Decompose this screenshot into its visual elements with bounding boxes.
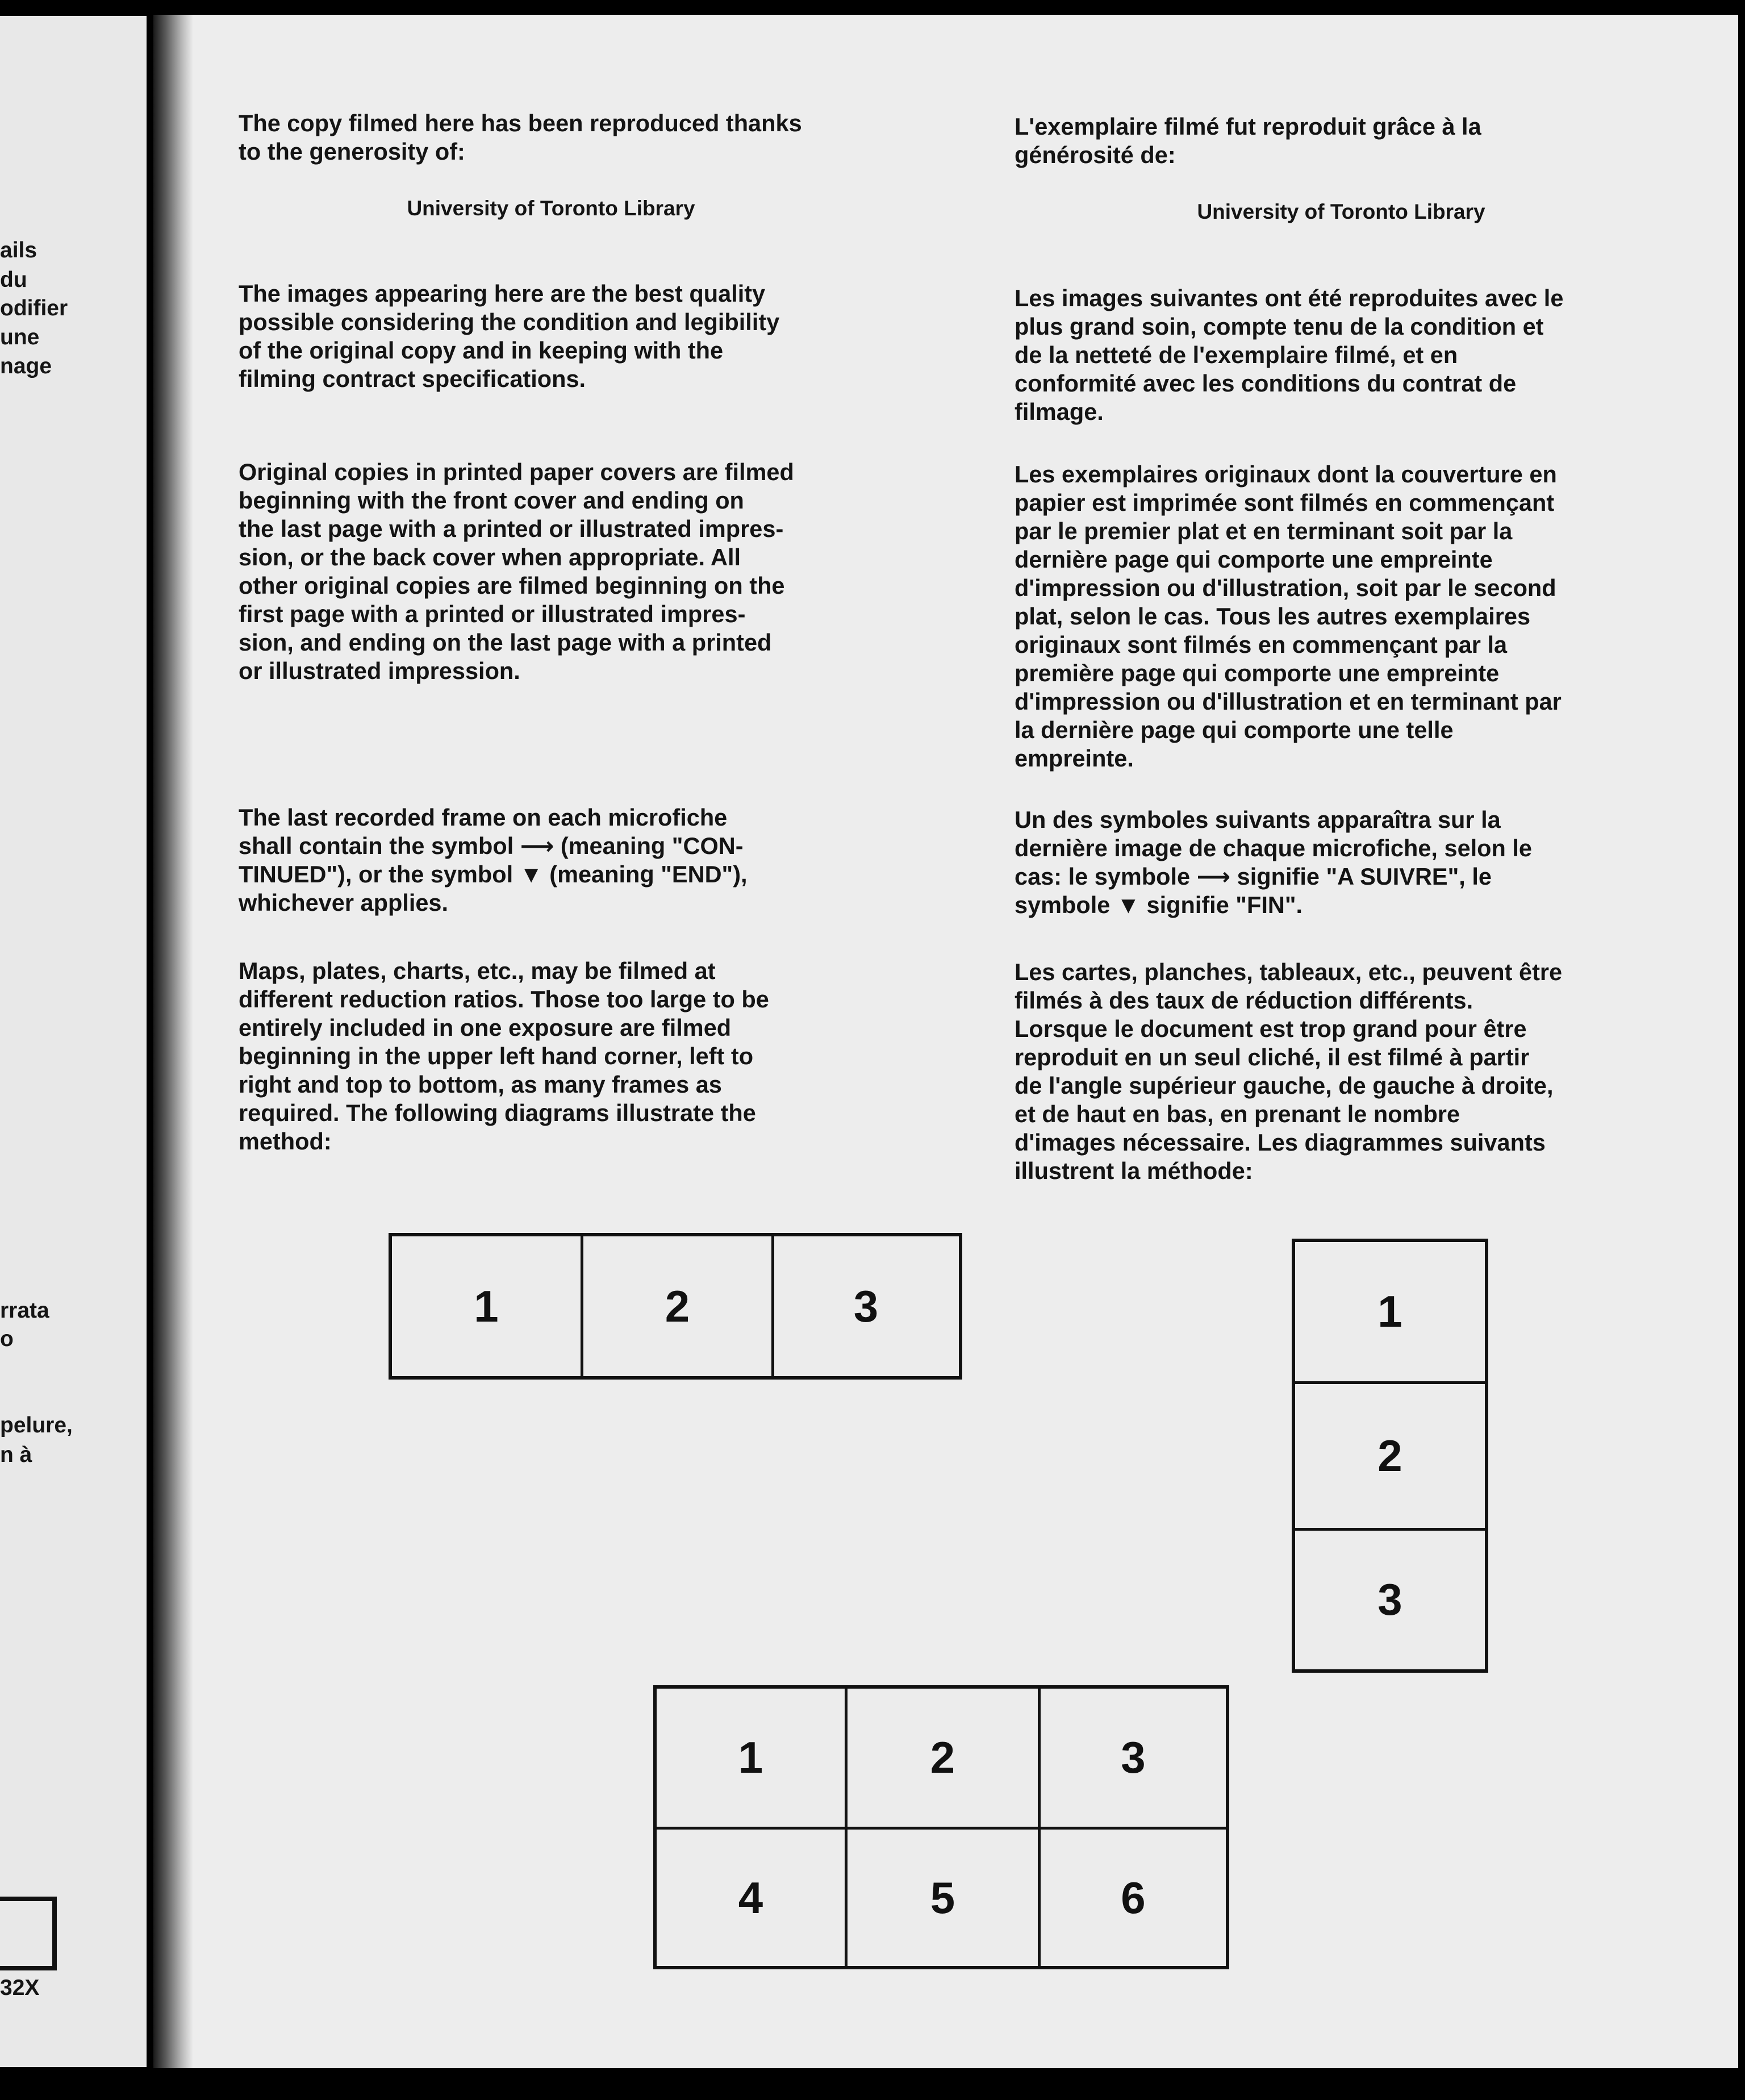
main-page	[153, 15, 1738, 2068]
diagram-cell: 1	[738, 1732, 763, 1782]
fr-institution: University of Toronto Library	[1197, 200, 1485, 223]
left-fragment: du	[0, 268, 27, 292]
en-original-copies: Original copies in printed paper covers are filmed beginning with the front cover and ending on the last page with a printed or illustrated impres- sion, or the back cover when appropriate. All other original copies are filmed beginning on the first page with a printed or illustrated impres- sion, and ending on the last page with a printed or illustrated impression.	[239, 459, 794, 684]
en-images-quality: The images appearing here are the best quality possible considering the condition and legibility of the original copy and in keeping with the filming contract specifications.	[239, 280, 780, 392]
left-fragment: ails	[0, 238, 37, 262]
fr-original-copies: Les exemplaires originaux dont la couverture en papier est imprimée sont filmés en commençant par le premier plat et en terminant soit par la dernière page qui comporte une empreinte d'impression ou d'illustration, soit par le second plat, selon le cas. Tous les autres exemplaires originaux sont filmés en commençant par la première page qui comporte une empreinte d'impression ou d'illustration et en terminant par la dernière page qui comporte une telle empreinte.	[1015, 461, 1562, 772]
diagram-cell: 3	[1038, 1689, 1226, 1827]
fr-maps-plates: Les cartes, planches, tableaux, etc., peuvent être filmés à des taux de réduction différents. Lorsque le document est trop grand pour être reproduit en un seul cliché, il est filmé à partir de l'angle supérieur gauche, de gauche à droite, et de haut en bas, en prenant le nombre d'images nécessaire. Les diagrammes suivants illustrent la méthode:	[1015, 959, 1563, 1184]
previous-page-strip	[0, 16, 147, 2067]
diagram-cell: 2	[581, 1236, 771, 1376]
diagram-grid	[653, 1685, 1229, 1969]
en-institution: University of Toronto Library	[407, 197, 695, 220]
fr-last-frame: Un des symboles suivants apparaîtra sur la dernière image de chaque microfiche, selon le cas: le symbole ⟶ signifie "A SUIVRE", le symbole ▼ signifie "FIN".	[1015, 806, 1533, 918]
left-fragment: nage	[0, 354, 52, 378]
diagram-cell: 2	[845, 1689, 1038, 1827]
diagram-cell: 1	[474, 1281, 499, 1331]
left-fragment: une	[0, 325, 40, 349]
diagram-cell: 3	[1295, 1528, 1485, 1669]
fr-images-quality: Les images suivantes ont été reproduites avec le plus grand soin, compte tenu de la condition et de la netteté de l'exemplaire filmé, et en conformité avec les conditions du contrat de filmage.	[1015, 285, 1564, 425]
diagram-cell: 4	[657, 1827, 845, 1966]
diagram-cell: 6	[1038, 1827, 1226, 1966]
diagram-cell: 2	[1295, 1381, 1485, 1528]
en-maps-plates: Maps, plates, charts, etc., may be filmed at different reduction ratios. Those too large to be entirely included in one exposure are filmed beginning in the upper left hand corner, left to right and top to bottom, as many frames as required. The following diagrams illustrate the method:	[239, 957, 769, 1155]
left-box-fragment	[0, 1897, 57, 1970]
left-fragment: odifier	[0, 296, 68, 320]
diagram-cell: 5	[845, 1827, 1038, 1966]
diagram-vertical	[1292, 1239, 1488, 1673]
left-fragment: rrata	[0, 1298, 49, 1323]
diagram-horizontal	[389, 1233, 962, 1380]
en-last-frame: The last recorded frame on each microfiche shall contain the symbol ⟶ (meaning "CON- TINUED"), or the symbol ▼ (meaning "END"), whichever applies.	[239, 804, 748, 916]
spine-shadow	[153, 15, 193, 2068]
left-fragment: o	[0, 1327, 14, 1351]
diagram-cell: 1	[1377, 1286, 1402, 1336]
diagram-cell: 3	[771, 1236, 958, 1376]
left-fragment: pelure,	[0, 1413, 73, 1438]
left-fragment: n à	[0, 1443, 32, 1467]
en-thanks-intro: The copy filmed here has been reproduced thanks to the generosity of:	[239, 110, 802, 165]
fr-thanks-intro: L'exemplaire filmé fut reproduit grâce à la générosité de:	[1015, 113, 1481, 168]
left-fragment: 32X	[0, 1976, 40, 2000]
